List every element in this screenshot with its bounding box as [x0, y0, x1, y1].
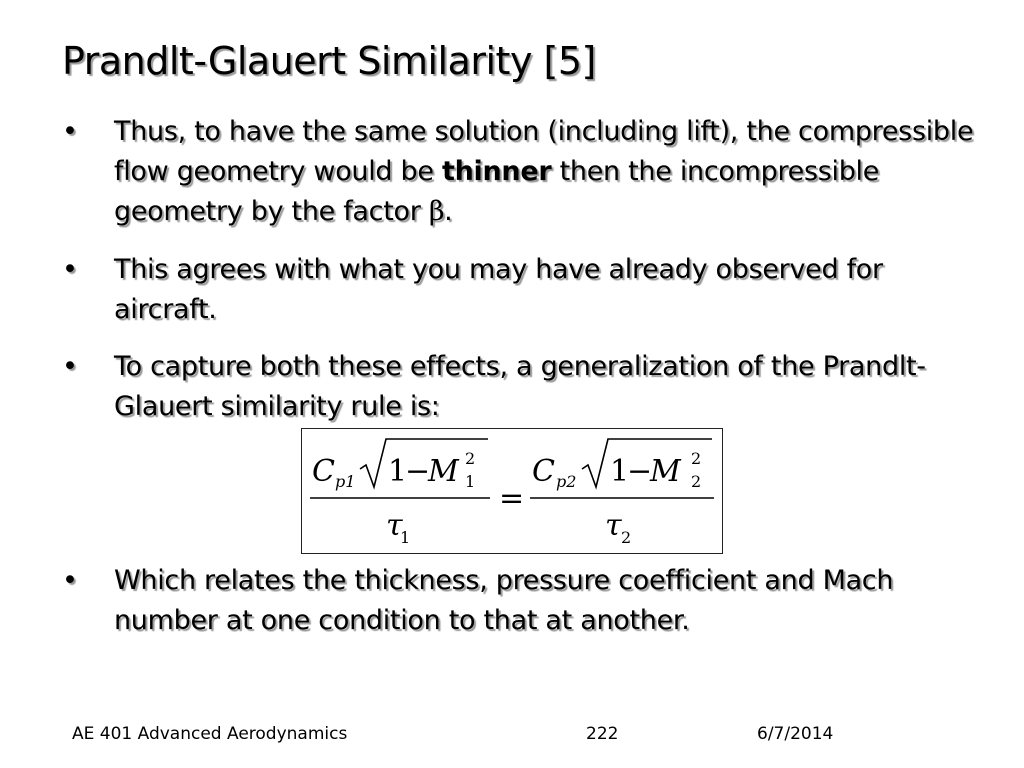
bullet-dot: •: [62, 254, 78, 285]
bullet-text: [114, 112, 984, 232]
eq-left-M-subscript: 1: [465, 472, 476, 491]
bullet-text-pre: Thus, to have the same solution (including lift), the compressible flow geometry would be: [114, 116, 974, 187]
eq-left-C: C: [312, 454, 335, 489]
footer-date: 6/7/2014: [757, 724, 834, 744]
eq-left-M-superscript: 2: [465, 449, 476, 468]
slide-title: Prandlt-Glauert Similarity [5]: [62, 39, 596, 83]
eq-right-one: 1: [610, 454, 630, 489]
eq-left-tau-subscript: 1: [400, 528, 411, 547]
eq-left-minus: −: [405, 454, 431, 489]
eq-right-M-subscript: 2: [691, 472, 702, 491]
eq-right-C-subscript: p2: [556, 472, 577, 491]
eq-right-minus: −: [627, 454, 653, 489]
bullet-text: This agrees with what you may have already observed for aircraft.: [114, 254, 883, 325]
similarity-equation: [302, 429, 722, 553]
eq-left-one: 1: [388, 454, 408, 489]
equation-box: [301, 428, 723, 554]
bullet-dot: •: [62, 351, 78, 382]
eq-right-tau: τ: [605, 508, 622, 543]
bullet-text: To capture both these effects, a generalization of the Prandlt-Glauert similarity rule is:: [114, 351, 926, 422]
eq-equals: =: [499, 481, 525, 516]
bullet-text-bold: thinner: [442, 156, 552, 187]
beta-symbol: β: [428, 196, 445, 227]
bullet-text-end: .: [444, 196, 453, 227]
footer-course: AE 401 Advanced Aerodynamics: [72, 724, 348, 744]
bullet-text: Which relates the thickness, pressure coefficient and Mach number at one condition to that at another.: [114, 565, 894, 636]
bullet-dot: •: [62, 565, 78, 596]
eq-right-tau-subscript: 2: [621, 528, 632, 547]
footer-page-number: 222: [586, 724, 619, 744]
eq-left-tau: τ: [386, 508, 403, 543]
eq-right-M: M: [650, 454, 681, 489]
eq-left-C-subscript: p1: [335, 472, 356, 491]
eq-right-M-superscript: 2: [691, 449, 702, 468]
eq-left-M: M: [428, 454, 459, 489]
eq-right-C: C: [532, 454, 555, 489]
bullet-dot: •: [62, 116, 78, 147]
bullet-text-post: then the incompressible geometry by the factor: [114, 156, 880, 227]
